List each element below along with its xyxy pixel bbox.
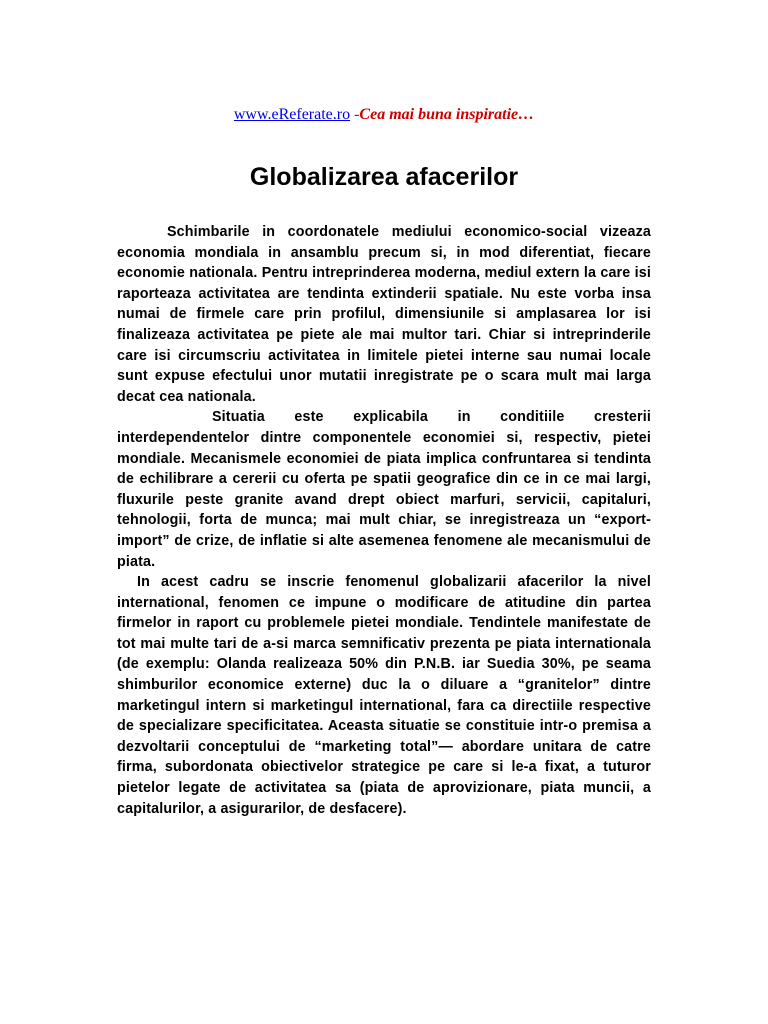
header-separator: - (354, 106, 360, 123)
paragraph-1: Schimbarile in coordonatele mediului economico-social vizeaza economia mondiala in ansamblu precum si, in mod diferentiat, fiecare economie nationala. Pentru intreprinderea moderna, mediul extern la care isi raporteaza activitatea are tendinta extinderii spatiale. Nu este vorba insa numai de firmele care prin profilul, dimensiunile si amplasarea lor isi finalizeaza activitatea pe piete ale mai multor tari. Chiar si intreprinderile care isi circumscriu activitatea in limitele pietei interne sau numai locale sunt expuse efectului unor mutatii inregistrate pe o scara mult mai larga decat cea nationala. (117, 224, 651, 405)
paragraph-2: Situatia este explicabila in conditiile cresterii interdependentelor dintre componentele economiei si, respectiv, pietei mondiale. Mecanismele economiei de piata implica confruntarea si tendinta de echilibrare a cererii cu oferta pe spatii geografice din ce in ce mai largi, fluxurile peste granite avand drept obiect marfuri, servicii, capitaluri, tehnologii, forta de munca; mai mult chiar, se inregistreaza un “export-import” de crize, de inflatie si alte asemenea fenomene ale mecanismului de piata. (117, 409, 651, 570)
site-tagline: Cea mai buna inspiratie… (359, 106, 535, 123)
paragraph-3: In acest cadru se inscrie fenomenul globalizarii afacerilor la nivel international, fenomen ce impune o modificare de atitudine din partea firmelor in raport cu problemele pietei mondiale. Tendintele manifestate de tot mai multe tari de a-si marca semnificativ prezenta pe piata internationala (de exemplu: Olanda realizeaza 50% din P.N.B. iar Suedia 30%, pe seama shimburilor economice externe) duc la o diluare a “granitelor” dintre marketingul intern si marketingul international, fara ca directiile respective de specializare specificitatea. Aceasta situatie se constituie intr-o premisa a dezvoltarii conceptului de “marketing total”— abordare unitara de catre firma, subordonata obiectivelor strategice pe care si le-a fixat, a tuturor pietelor legate de activitatea sa (piata de aprovizionare, piata muncii, a capitalurilor, a asigurarilor, de desfacere). (117, 574, 651, 817)
document-title: Globalizarea afacerilor (249, 163, 519, 191)
document-body (117, 222, 651, 819)
site-header (0, 105, 768, 125)
site-link[interactable]: www.eReferate.ro (233, 106, 351, 123)
